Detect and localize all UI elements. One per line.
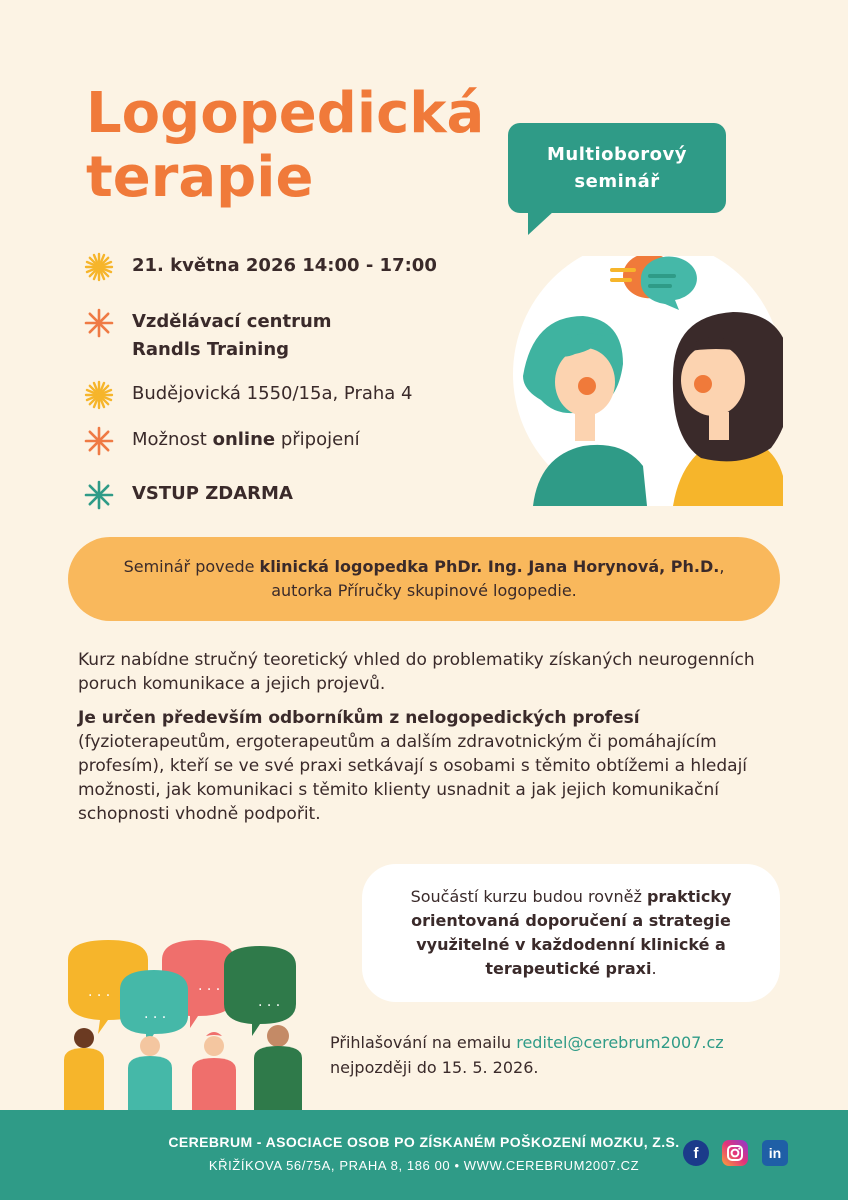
info-online xyxy=(84,426,360,456)
course-description xyxy=(78,648,778,836)
page-title xyxy=(86,82,484,210)
event-address: Budějovická 1550/15a, Praha 4 xyxy=(132,383,413,404)
practical-info-box xyxy=(362,864,780,1002)
badge-line-2: seminář xyxy=(574,171,660,192)
footer-org: CEREBRUM - ASOCIACE OSOB PO ZÍSKANÉM POŠKOZENÍ MOZKU, Z.S. xyxy=(168,1134,680,1150)
instagram-icon[interactable] xyxy=(722,1140,748,1166)
badge-line-1: Multioborový xyxy=(547,144,687,165)
asterisk-star-icon xyxy=(84,480,114,510)
svg-text:. . .: . . . xyxy=(198,978,221,994)
footer-address: KŘIŽÍKOVA 56/75A, PRAHA 8, 186 00 • WWW.CEREBRUM2007.CZ xyxy=(208,1158,640,1173)
registration-info xyxy=(330,1030,800,1080)
linkedin-icon[interactable]: in xyxy=(762,1140,788,1166)
conversation-illustration xyxy=(513,256,783,506)
title-line-1: Logopedická xyxy=(86,81,485,146)
footer xyxy=(0,1110,848,1200)
event-date: 21. května 2026 14:00 - 17:00 xyxy=(132,255,437,276)
group-discussion-illustration xyxy=(58,940,318,1110)
facebook-icon[interactable]: f xyxy=(683,1140,709,1166)
svg-text:. . .: . . . xyxy=(144,1006,167,1022)
lecturer-line-1: Seminář povede klinická logopedka PhDr. Ing. Jana Horynová, Ph.D., xyxy=(123,557,725,576)
event-entry: VSTUP ZDARMA xyxy=(132,483,293,504)
asterisk-star-icon xyxy=(84,426,114,456)
info-date xyxy=(84,252,437,282)
title-line-2: terapie xyxy=(86,145,314,210)
sun-star-icon xyxy=(84,380,114,410)
email-link[interactable]: reditel@cerebrum2007.cz xyxy=(516,1033,724,1052)
instagram-glyph-icon xyxy=(726,1144,744,1162)
svg-text:. . .: . . . xyxy=(88,984,111,1000)
description-paragraph-2: Je určen především odborníkům z nelogopedických profesí (fyzioterapeutům, ergoterapeutům a dalším zdravotnickým či pomáhajícím profesím), kteří se ve své praxi setkávají s osobami s těmito obtížemi a hledají možnosti, jak komunikaci s těmito klienty usnadnit a jak jejich komunikační schopnosti vhodně podpořit. xyxy=(78,708,748,824)
info-address xyxy=(84,380,413,410)
description-paragraph-1: Kurz nabídne stručný teoretický vhled do problematiky získaných neurogenních poruch komunikace a jejich projevů. xyxy=(78,650,755,694)
lecturer-banner xyxy=(68,537,780,621)
lecturer-line-2: autorka Příručky skupinové logopedie. xyxy=(271,581,577,600)
sun-star-icon xyxy=(84,252,114,282)
seminar-type-badge xyxy=(508,123,726,213)
practical-text: Součástí kurzu budou rovněž prakticky orientovaná doporučení a strategie využitelné v každodenní klinické a terapeutické praxi. xyxy=(410,887,732,978)
event-online-option: Možnost online připojení xyxy=(132,429,360,450)
info-entry xyxy=(84,480,293,510)
registration-line-1: Přihlašování na emailu reditel@cerebrum2007.cz xyxy=(330,1033,724,1052)
asterisk-star-icon xyxy=(84,308,114,338)
event-venue: Vzdělávací centrum Randls Training xyxy=(132,311,332,360)
svg-text:. . .: . . . xyxy=(258,994,281,1010)
registration-deadline: nejpozději do 15. 5. 2026. xyxy=(330,1058,539,1077)
info-venue xyxy=(84,308,332,364)
